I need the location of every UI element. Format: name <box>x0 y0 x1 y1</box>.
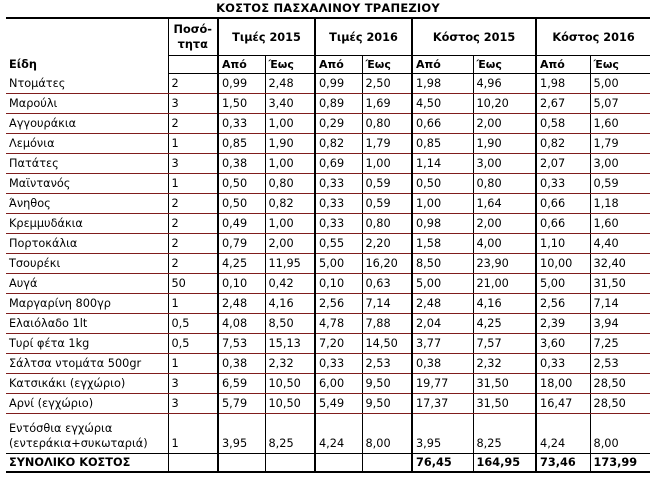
cell-value: 6,00 <box>315 374 362 394</box>
cell-value: 0,99 <box>315 74 362 94</box>
cell-value: 7,20 <box>315 334 362 354</box>
cell-value: 1,14 <box>412 154 473 174</box>
cell-value: 3,77 <box>412 334 473 354</box>
cell-value: 14,50 <box>362 334 412 354</box>
cell-value: 1,58 <box>412 234 473 254</box>
cell-value: 8,25 <box>265 414 315 454</box>
cell-value: 1,00 <box>412 194 473 214</box>
cell-value: 3,00 <box>473 154 536 174</box>
sheet-title: ΚΟΣΤΟΣ ΠΑΣΧΑΛΙΝΟΥ ΤΡΑΠΕΖΙΟΥ <box>216 1 440 15</box>
cell-value: 0,33 <box>315 354 362 374</box>
cell-value: 0,69 <box>315 154 362 174</box>
cell-qty: 1 <box>168 174 218 194</box>
cell-item: Πατάτες <box>6 154 168 174</box>
cell-value: 4,96 <box>473 74 536 94</box>
table-row <box>6 134 650 154</box>
cell-value: 4,00 <box>473 234 536 254</box>
cell-value: 18,00 <box>536 374 590 394</box>
cell-value: 0,10 <box>218 274 265 294</box>
cell-value: 0,80 <box>473 174 536 194</box>
table-row <box>6 194 650 214</box>
cell-value: 1,64 <box>473 194 536 214</box>
cell-value: 0,66 <box>536 194 590 214</box>
header-to: Έως <box>265 56 315 74</box>
cell-value: 7,14 <box>362 294 412 314</box>
cell-value: 2,48 <box>412 294 473 314</box>
cell-qty: 50 <box>168 274 218 294</box>
cell-value: 8,00 <box>590 414 650 454</box>
cell-value: 2,53 <box>362 354 412 374</box>
cell-item: Κρεμμυδάκια <box>6 214 168 234</box>
table-row <box>6 294 650 314</box>
cell-value: 31,50 <box>473 394 536 414</box>
cell-item: Εντόσθια εγχώρια (εντεράκια+συκωταριά) <box>6 414 168 454</box>
total-blank <box>168 454 218 473</box>
cell-item: Ντομάτες <box>6 74 168 94</box>
cell-item: Κατσικάκι (εγχώριο) <box>6 374 168 394</box>
cell-value: 21,00 <box>473 274 536 294</box>
cell-value: 1,90 <box>473 134 536 154</box>
cell-value: 0,85 <box>412 134 473 154</box>
table-row <box>6 94 650 114</box>
cell-value: 2,04 <box>412 314 473 334</box>
cell-value: 4,25 <box>473 314 536 334</box>
table-row <box>6 374 650 394</box>
cell-qty: 2 <box>168 114 218 134</box>
total-row <box>6 454 650 473</box>
cell-value: 2,39 <box>536 314 590 334</box>
cell-value: 0,80 <box>362 214 412 234</box>
cell-qty: 3 <box>168 394 218 414</box>
cell-value: 7,14 <box>590 294 650 314</box>
cell-value: 5,07 <box>590 94 650 114</box>
cell-value: 0,33 <box>218 114 265 134</box>
cell-item: Μαργαρίνη 800γρ <box>6 294 168 314</box>
cell-value: 28,50 <box>590 374 650 394</box>
cell-value: 8,00 <box>362 414 412 454</box>
cost-sheet <box>6 0 650 473</box>
cell-value: 0,59 <box>590 174 650 194</box>
cell-value: 7,88 <box>362 314 412 334</box>
header-prices-2015: Τιμές 2015 <box>218 18 315 56</box>
header-prices-2016: Τιμές 2016 <box>315 18 412 56</box>
cell-value: 2,67 <box>536 94 590 114</box>
cell-value: 1,10 <box>536 234 590 254</box>
cell-value: 8,50 <box>412 254 473 274</box>
cell-value: 3,94 <box>590 314 650 334</box>
cell-value: 1,00 <box>265 154 315 174</box>
table-row <box>6 114 650 134</box>
cell-qty: 2 <box>168 254 218 274</box>
cell-value: 3,95 <box>218 414 265 454</box>
cell-value: 16,47 <box>536 394 590 414</box>
cell-value: 0,82 <box>315 134 362 154</box>
table-row <box>6 414 650 454</box>
cell-value: 10,20 <box>473 94 536 114</box>
cell-value: 0,38 <box>218 354 265 374</box>
total-value: 173,99 <box>590 454 650 473</box>
cell-value: 2,32 <box>265 354 315 374</box>
cell-value: 4,16 <box>473 294 536 314</box>
header-to: Έως <box>473 56 536 74</box>
header-qty-blank <box>168 56 218 74</box>
cell-value: 4,24 <box>536 414 590 454</box>
cell-value: 0,33 <box>315 174 362 194</box>
cell-value: 1,98 <box>412 74 473 94</box>
total-blank <box>218 454 265 473</box>
table-row <box>6 74 650 94</box>
cell-value: 2,32 <box>473 354 536 374</box>
header-from: Από <box>218 56 265 74</box>
cell-value: 5,00 <box>315 254 362 274</box>
cell-value: 0,38 <box>218 154 265 174</box>
cell-value: 0,80 <box>362 114 412 134</box>
cell-item: Τυρί φέτα 1kg <box>6 334 168 354</box>
cell-value: 5,00 <box>536 274 590 294</box>
cell-value: 23,90 <box>473 254 536 274</box>
cell-qty: 0,5 <box>168 314 218 334</box>
cell-qty: 0,5 <box>168 334 218 354</box>
cell-value: 3,00 <box>590 154 650 174</box>
cell-value: 31,50 <box>590 274 650 294</box>
cell-value: 0,89 <box>315 94 362 114</box>
cell-value: 5,49 <box>315 394 362 414</box>
cell-value: 1,90 <box>265 134 315 154</box>
cell-value: 0,59 <box>362 194 412 214</box>
cell-value: 0,29 <box>315 114 362 134</box>
cell-value: 3,95 <box>412 414 473 454</box>
table-row <box>6 174 650 194</box>
cell-value: 11,95 <box>265 254 315 274</box>
cell-value: 2,00 <box>265 234 315 254</box>
header-to: Έως <box>590 56 650 74</box>
cell-value: 5,79 <box>218 394 265 414</box>
cell-value: 0,10 <box>315 274 362 294</box>
cell-value: 10,50 <box>265 374 315 394</box>
header-cost-2015: Κόστος 2015 <box>412 18 536 56</box>
cell-value: 2,07 <box>536 154 590 174</box>
header-row-groups <box>6 18 650 56</box>
cell-item: Μαρούλι <box>6 94 168 114</box>
cell-value: 16,20 <box>362 254 412 274</box>
cell-value: 4,40 <box>590 234 650 254</box>
total-blank <box>315 454 362 473</box>
cell-value: 4,25 <box>218 254 265 274</box>
cell-item: Αγγουράκια <box>6 114 168 134</box>
cell-value: 2,48 <box>265 74 315 94</box>
cell-value: 0,33 <box>315 194 362 214</box>
cell-value: 8,50 <box>265 314 315 334</box>
cell-value: 2,50 <box>362 74 412 94</box>
table-row <box>6 214 650 234</box>
cell-value: 2,48 <box>218 294 265 314</box>
cell-value: 1,60 <box>590 114 650 134</box>
cell-value: 7,57 <box>473 334 536 354</box>
cell-value: 7,25 <box>590 334 650 354</box>
total-label: ΣΥΝΟΛΙΚΟ ΚΟΣΤΟΣ <box>6 454 168 473</box>
header-qty: Ποσό-τητα <box>168 18 218 56</box>
header-from: Από <box>536 56 590 74</box>
cell-item: Ελαιόλαδο 1lt <box>6 314 168 334</box>
cell-value: 7,53 <box>218 334 265 354</box>
cell-item: Τσουρέκι <box>6 254 168 274</box>
cell-value: 0,85 <box>218 134 265 154</box>
cell-value: 10,00 <box>536 254 590 274</box>
table-body <box>6 18 650 472</box>
table-row <box>6 314 650 334</box>
cell-qty: 3 <box>168 374 218 394</box>
header-to: Έως <box>362 56 412 74</box>
cell-value: 2,56 <box>315 294 362 314</box>
cell-value: 0,98 <box>412 214 473 234</box>
cell-value: 0,59 <box>362 174 412 194</box>
cell-qty: 1 <box>168 414 218 454</box>
cell-value: 19,77 <box>412 374 473 394</box>
cell-value: 1,00 <box>265 114 315 134</box>
cell-value: 0,79 <box>218 234 265 254</box>
cell-value: 4,24 <box>315 414 362 454</box>
header-from: Από <box>412 56 473 74</box>
cell-value: 1,50 <box>218 94 265 114</box>
cell-value: 32,40 <box>590 254 650 274</box>
header-item: Είδη <box>6 18 168 74</box>
cell-value: 2,56 <box>536 294 590 314</box>
cell-value: 1,98 <box>536 74 590 94</box>
cell-value: 0,55 <box>315 234 362 254</box>
table-row <box>6 354 650 374</box>
total-value: 76,45 <box>412 454 473 473</box>
cell-qty: 1 <box>168 294 218 314</box>
cell-value: 2,53 <box>590 354 650 374</box>
cell-value: 0,66 <box>412 114 473 134</box>
cell-item: Σάλτσα ντομάτα 500gr <box>6 354 168 374</box>
cell-value: 9,50 <box>362 374 412 394</box>
cell-value: 0,99 <box>218 74 265 94</box>
table-row <box>6 334 650 354</box>
table-row <box>6 234 650 254</box>
total-blank <box>265 454 315 473</box>
cell-value: 1,18 <box>590 194 650 214</box>
cell-value: 1,00 <box>362 154 412 174</box>
cell-value: 2,00 <box>473 214 536 234</box>
cell-value: 0,33 <box>536 354 590 374</box>
cell-item: Άνηθος <box>6 194 168 214</box>
cell-value: 0,58 <box>536 114 590 134</box>
cell-qty: 2 <box>168 194 218 214</box>
cell-value: 0,50 <box>218 174 265 194</box>
cell-value: 0,42 <box>265 274 315 294</box>
cell-qty: 3 <box>168 154 218 174</box>
total-value: 164,95 <box>473 454 536 473</box>
cell-qty: 2 <box>168 234 218 254</box>
cell-value: 0,80 <box>265 174 315 194</box>
table-row <box>6 154 650 174</box>
cell-value: 0,66 <box>536 214 590 234</box>
cell-value: 0,82 <box>265 194 315 214</box>
cell-value: 0,33 <box>536 174 590 194</box>
table-row <box>6 254 650 274</box>
cell-value: 1,79 <box>590 134 650 154</box>
cell-value: 10,50 <box>265 394 315 414</box>
cell-value: 0,50 <box>218 194 265 214</box>
cell-value: 3,60 <box>536 334 590 354</box>
cell-value: 4,78 <box>315 314 362 334</box>
cell-value: 5,00 <box>590 74 650 94</box>
cell-value: 28,50 <box>590 394 650 414</box>
cell-item: Λεμόνια <box>6 134 168 154</box>
cell-value: 0,49 <box>218 214 265 234</box>
table-row <box>6 274 650 294</box>
cell-value: 4,50 <box>412 94 473 114</box>
cell-value: 17,37 <box>412 394 473 414</box>
header-from: Από <box>315 56 362 74</box>
cell-qty: 2 <box>168 74 218 94</box>
cell-value: 0,50 <box>412 174 473 194</box>
cell-item: Αυγά <box>6 274 168 294</box>
cell-qty: 1 <box>168 354 218 374</box>
cell-value: 6,59 <box>218 374 265 394</box>
cell-item: Μαϊντανός <box>6 174 168 194</box>
cell-value: 15,13 <box>265 334 315 354</box>
cell-qty: 2 <box>168 214 218 234</box>
cell-item: Πορτοκάλια <box>6 234 168 254</box>
cell-value: 0,33 <box>315 214 362 234</box>
cell-value: 2,00 <box>473 114 536 134</box>
cell-qty: 1 <box>168 134 218 154</box>
total-value: 73,46 <box>536 454 590 473</box>
cell-value: 4,08 <box>218 314 265 334</box>
cell-value: 31,50 <box>473 374 536 394</box>
cell-value: 0,38 <box>412 354 473 374</box>
cell-value: 0,82 <box>536 134 590 154</box>
cell-value: 4,16 <box>265 294 315 314</box>
total-blank <box>362 454 412 473</box>
cell-value: 5,00 <box>412 274 473 294</box>
cell-value: 1,60 <box>590 214 650 234</box>
cell-qty: 3 <box>168 94 218 114</box>
cell-value: 1,79 <box>362 134 412 154</box>
cell-value: 1,69 <box>362 94 412 114</box>
cell-value: 9,50 <box>362 394 412 414</box>
cell-value: 2,20 <box>362 234 412 254</box>
cell-item: Αρνί (εγχώριο) <box>6 394 168 414</box>
cell-value: 1,00 <box>265 214 315 234</box>
cell-value: 8,25 <box>473 414 536 454</box>
cost-table <box>6 17 650 473</box>
cell-value: 0,63 <box>362 274 412 294</box>
header-cost-2016: Κόστος 2016 <box>536 18 650 56</box>
table-row <box>6 394 650 414</box>
cell-value: 3,40 <box>265 94 315 114</box>
